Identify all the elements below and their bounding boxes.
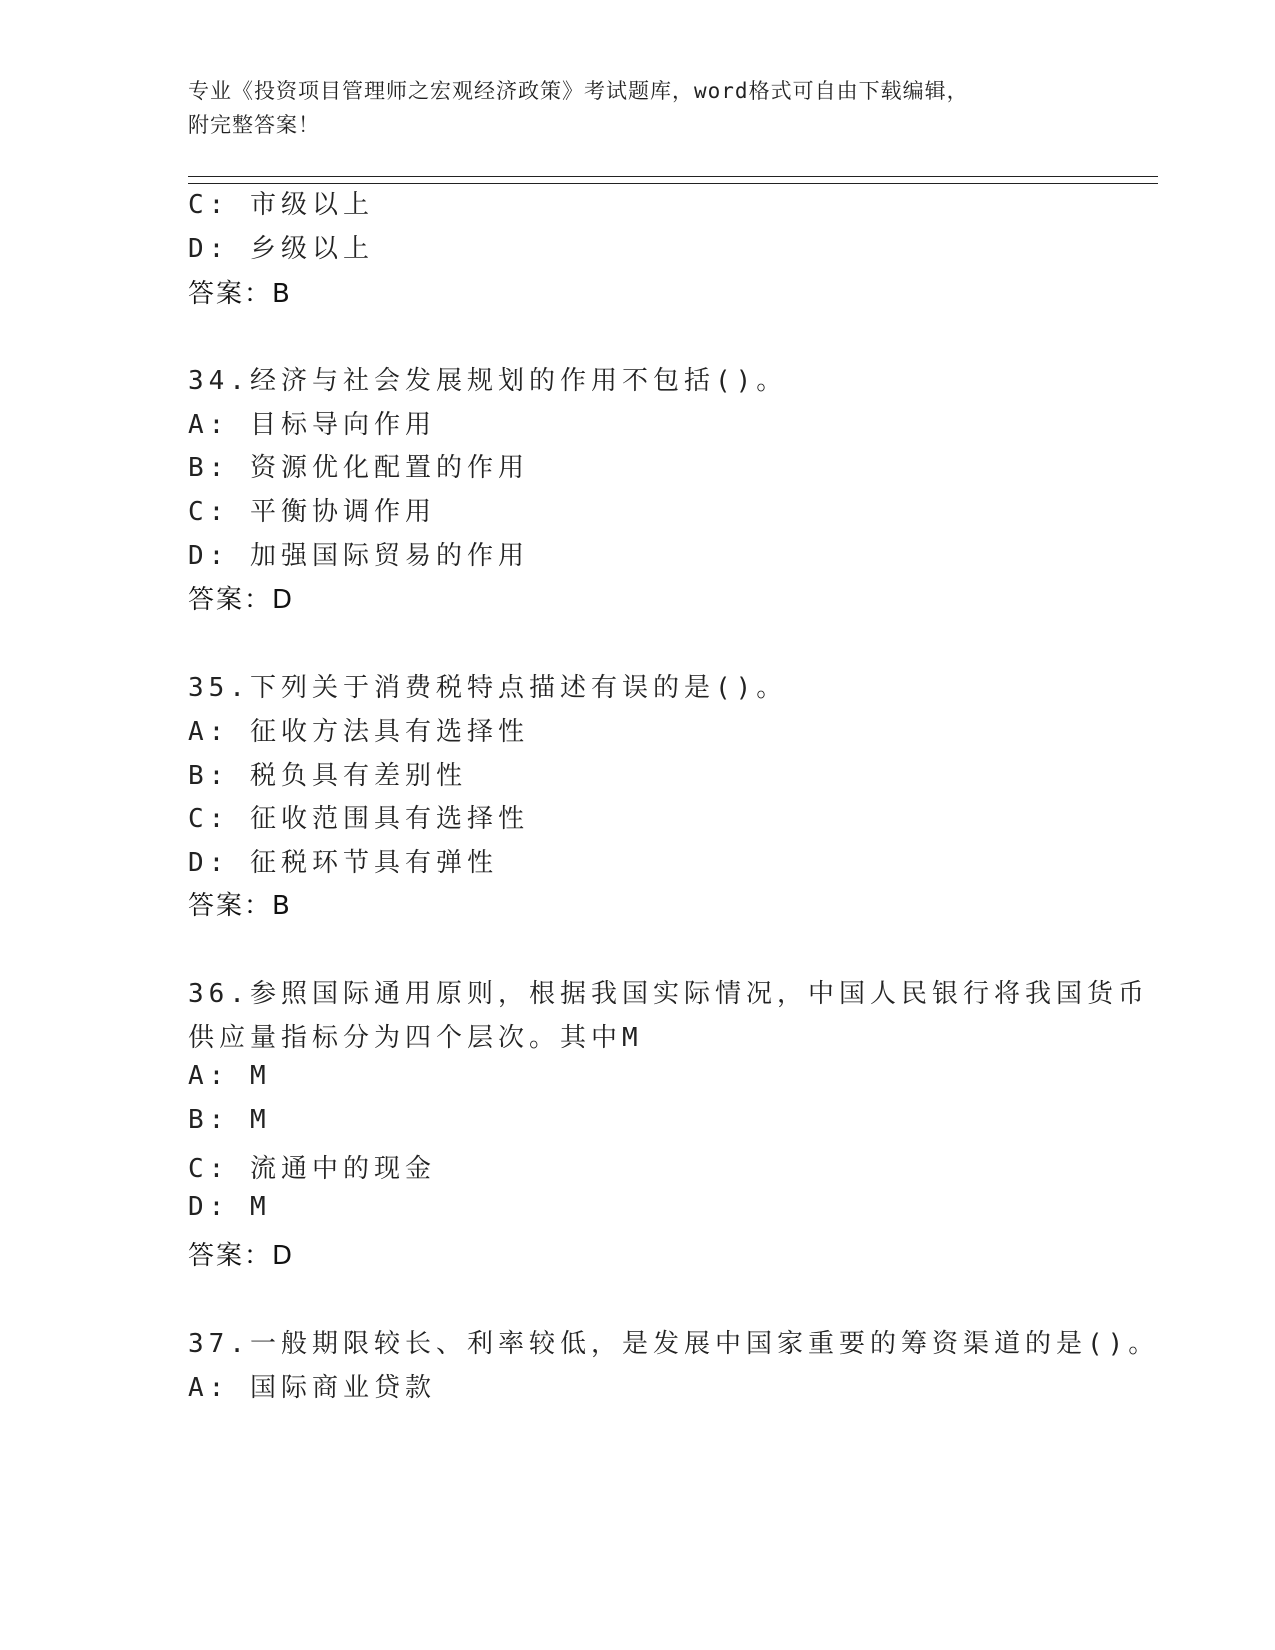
header-line-1: 专业《投资项目管理师之宏观经济政策》考试题库，word格式可自由下载编辑， xyxy=(188,79,969,103)
document-header xyxy=(188,74,1088,142)
question-stem: 37.一般期限较长、利率较低，是发展中国家重要的筹资渠道的是()。 xyxy=(188,1329,1160,1359)
option-b: B: 税负具有差别性 xyxy=(188,761,467,791)
answer-line: 答案：D xyxy=(188,1241,295,1271)
option-a: A: M xyxy=(188,1061,271,1091)
question-stem: 36.参照国际通用原则，根据我国实际情况，中国人民银行将我国货币 xyxy=(188,979,1149,1009)
header-rule-top xyxy=(188,176,1158,177)
option-d: D: 乡级以上 xyxy=(188,234,374,264)
question-stem-continued: 供应量指标分为四个层次。其中M xyxy=(188,1023,643,1053)
answer-line: 答案：B xyxy=(188,891,292,921)
option-c: C: 平衡协调作用 xyxy=(188,497,436,527)
option-b: B: 资源优化配置的作用 xyxy=(188,453,529,483)
question-stem: 35.下列关于消费税特点描述有误的是()。 xyxy=(188,673,788,703)
option-d: D: M xyxy=(188,1192,271,1222)
option-a: A: 目标导向作用 xyxy=(188,410,436,440)
option-c: C: 市级以上 xyxy=(188,190,374,220)
question-stem: 34.经济与社会发展规划的作用不包括()。 xyxy=(188,366,788,396)
option-b: B: M xyxy=(188,1105,271,1135)
header-line-2: 附完整答案！ xyxy=(188,113,320,137)
option-c: C: 流通中的现金 xyxy=(188,1154,436,1184)
answer-line: 答案：B xyxy=(188,279,292,309)
option-c: C: 征收范围具有选择性 xyxy=(188,804,529,834)
option-a: A: 国际商业贷款 xyxy=(188,1373,436,1403)
answer-line: 答案：D xyxy=(188,585,295,615)
option-a: A: 征收方法具有选择性 xyxy=(188,717,529,747)
option-d: D: 征税环节具有弹性 xyxy=(188,848,498,878)
option-d: D: 加强国际贸易的作用 xyxy=(188,541,529,571)
